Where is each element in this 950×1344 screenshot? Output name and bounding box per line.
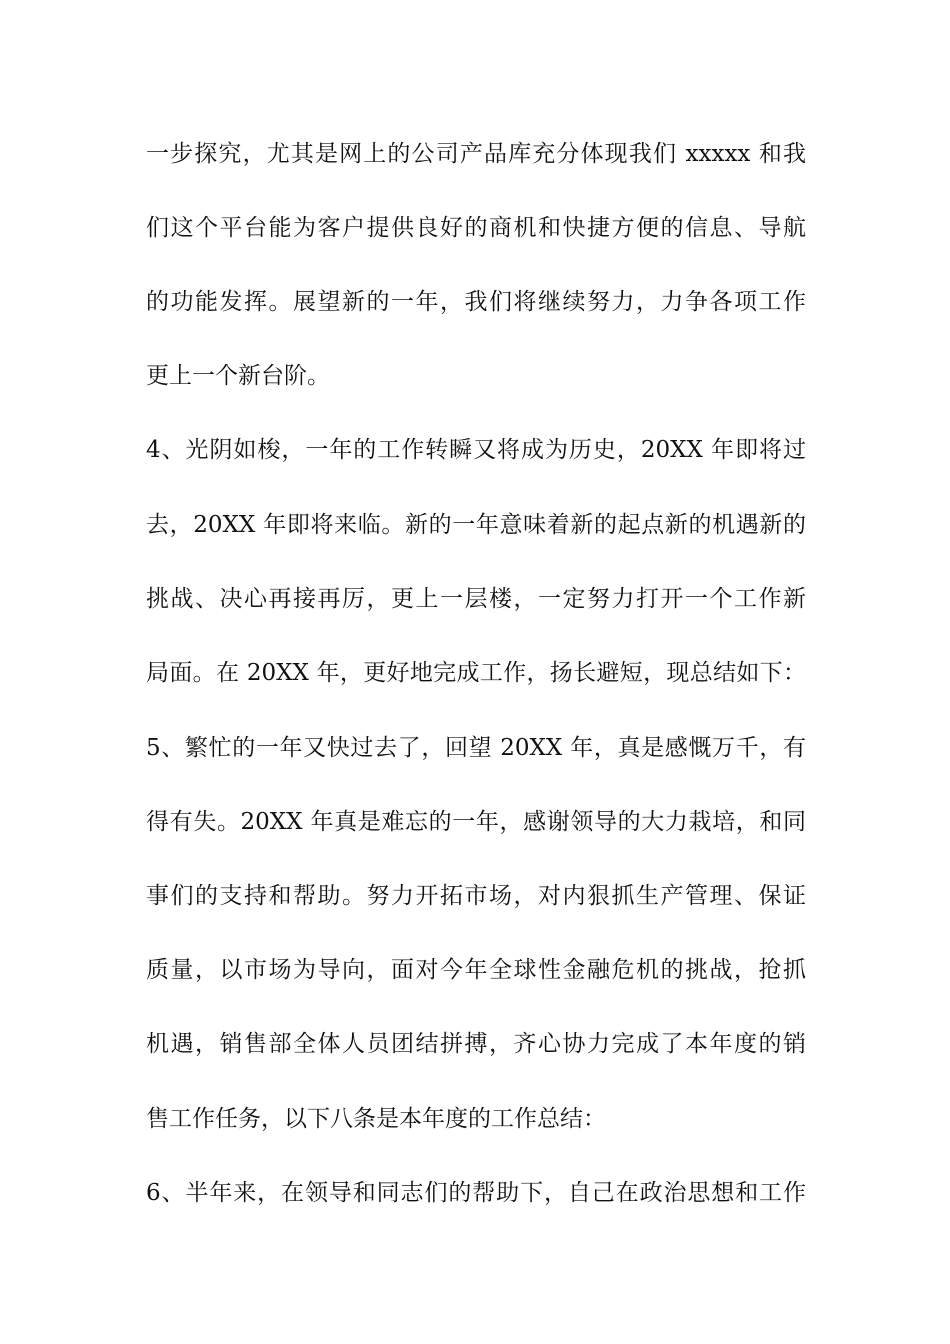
text-line: 的功能发挥。展望新的一年，我们将继续努力，力争各项工作 — [146, 289, 806, 315]
text-line: 们这个平台能为客户提供良好的商机和快捷方便的信息、导航 — [146, 215, 806, 241]
text-line: 去，20XX 年即将来临。新的一年意味着新的起点新的机遇新的 — [146, 512, 806, 538]
text-line: 5、繁忙的一年又快过去了，回望 20XX 年，真是感慨万千，有 — [146, 735, 806, 761]
text-line: 挑战、决心再接再厉，更上一层楼，一定努力打开一个工作新 — [146, 586, 806, 612]
text-line: 质量，以市场为导向，面对今年全球性金融危机的挑战，抢抓 — [146, 957, 806, 983]
text-line: 4、光阴如梭，一年的工作转瞬又将成为历史，20XX 年即将过 — [146, 437, 806, 463]
text-line: 事们的支持和帮助。努力开拓市场，对内狠抓生产管理、保证 — [146, 883, 806, 909]
text-line: 得有失。20XX 年真是难忘的一年，感谢领导的大力栽培，和同 — [146, 809, 806, 835]
text-line: 6、半年来，在领导和同志们的帮助下，自己在政治思想和工作 — [146, 1180, 806, 1206]
text-line: 更上一个新台阶。 — [146, 363, 330, 389]
text-line: 局面。在 20XX 年，更好地完成工作，扬长避短，现总结如下： — [146, 660, 806, 686]
text-line: 售工作任务，以下八条是本年度的工作总结： — [146, 1106, 606, 1132]
text-line: 机遇，销售部全体人员团结拼搏，齐心协力完成了本年度的销 — [146, 1031, 806, 1057]
text-line: 一步探究，尤其是网上的公司产品库充分体现我们 xxxxx 和我 — [146, 141, 806, 167]
